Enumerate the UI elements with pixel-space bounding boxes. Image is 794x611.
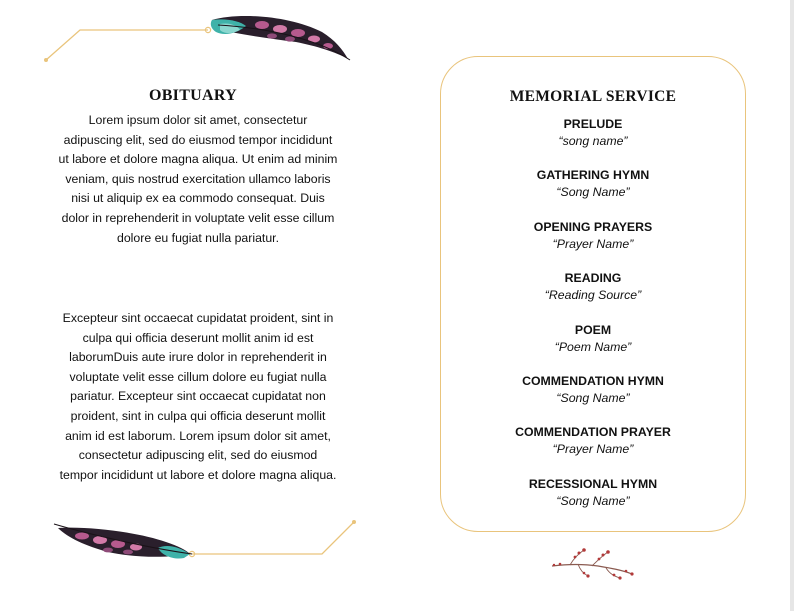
gold-line-ornament bbox=[189, 520, 356, 557]
program-item-commendation-prayer bbox=[441, 424, 745, 475]
program-item-title: OPENING PRAYERS bbox=[533, 219, 653, 234]
obituary-title: OBITUARY bbox=[148, 86, 238, 104]
program-item-name: “Prayer Name” bbox=[552, 236, 634, 251]
berry-branch-icon bbox=[548, 542, 636, 580]
program-item-commendation-hymn bbox=[441, 373, 745, 424]
obituary-paragraph-1: Lorem ipsum dolor sit amet, consectetur adipuscing elit, sed do eiusmod tempor incididunt ut labore et dolore magna aliqua. Ut enim ad minim veniam, quis nostrud exercitation ullamco laboris nisi ut aliquip ex ea commodo consequat. Duis dolor in reprehenderit in voluptate velit esse cillum dolore eu fugiat nulla pariatur. bbox=[58, 113, 338, 245]
feather-icon bbox=[211, 16, 350, 60]
program-item-poem bbox=[441, 322, 745, 373]
program-item-title: RECESSIONAL HYMN bbox=[528, 476, 658, 491]
program-item-title: PRELUDE bbox=[563, 117, 623, 131]
program-item-title: COMMENDATION HYMN bbox=[522, 373, 664, 388]
obituary-paragraph-2: Excepteur sint occaecat cupidatat proident, sint in culpa qui officia deserunt mollit anim id est laborumDuis aute irure dolor in reprehenderit in voluptate velit esse cillum dolore eu fugiat nulla pariatur. Excepteur sint occaecat cupidatat non proident, sint in culpa qui officia deserunt mollit anim id est laborum. Lorem ipsum dolor sit amet, consectetur adipuscing elit, sed do eiusmod tempor incididunt ut labore et dolore magna aliqua. bbox=[59, 311, 337, 482]
program-item-opening-prayers bbox=[441, 219, 745, 270]
page-edge bbox=[790, 0, 794, 611]
program-item-name: “Song Name” bbox=[556, 390, 630, 405]
program-item-gathering-hymn bbox=[441, 167, 745, 218]
memorial-service-panel bbox=[440, 56, 746, 532]
program-item-title: READING bbox=[564, 271, 622, 286]
program-item-name: “Song Name” bbox=[556, 493, 630, 508]
program-item-name: “Song Name” bbox=[556, 185, 630, 200]
program-item-title: POEM bbox=[574, 322, 612, 337]
gold-line-ornament bbox=[44, 27, 211, 62]
program-item-title: GATHERING HYMN bbox=[536, 168, 650, 183]
top-feather-ornament bbox=[40, 12, 360, 72]
feather-icon bbox=[54, 524, 192, 559]
memorial-service-title: MEMORIAL SERVICE bbox=[509, 87, 677, 105]
service-program-list bbox=[441, 116, 745, 527]
program-item-name: “song name” bbox=[558, 134, 628, 148]
program-item-reading bbox=[441, 270, 745, 321]
program-item-prelude bbox=[441, 116, 745, 167]
program-item-name: “Prayer Name” bbox=[552, 442, 634, 457]
program-item-title: COMMENDATION PRAYER bbox=[515, 425, 671, 440]
program-item-name: “Reading Source” bbox=[544, 288, 642, 303]
bottom-feather-ornament bbox=[48, 512, 368, 572]
program-item-recessional-hymn bbox=[441, 476, 745, 527]
program-item-name: “Poem Name” bbox=[554, 339, 632, 354]
